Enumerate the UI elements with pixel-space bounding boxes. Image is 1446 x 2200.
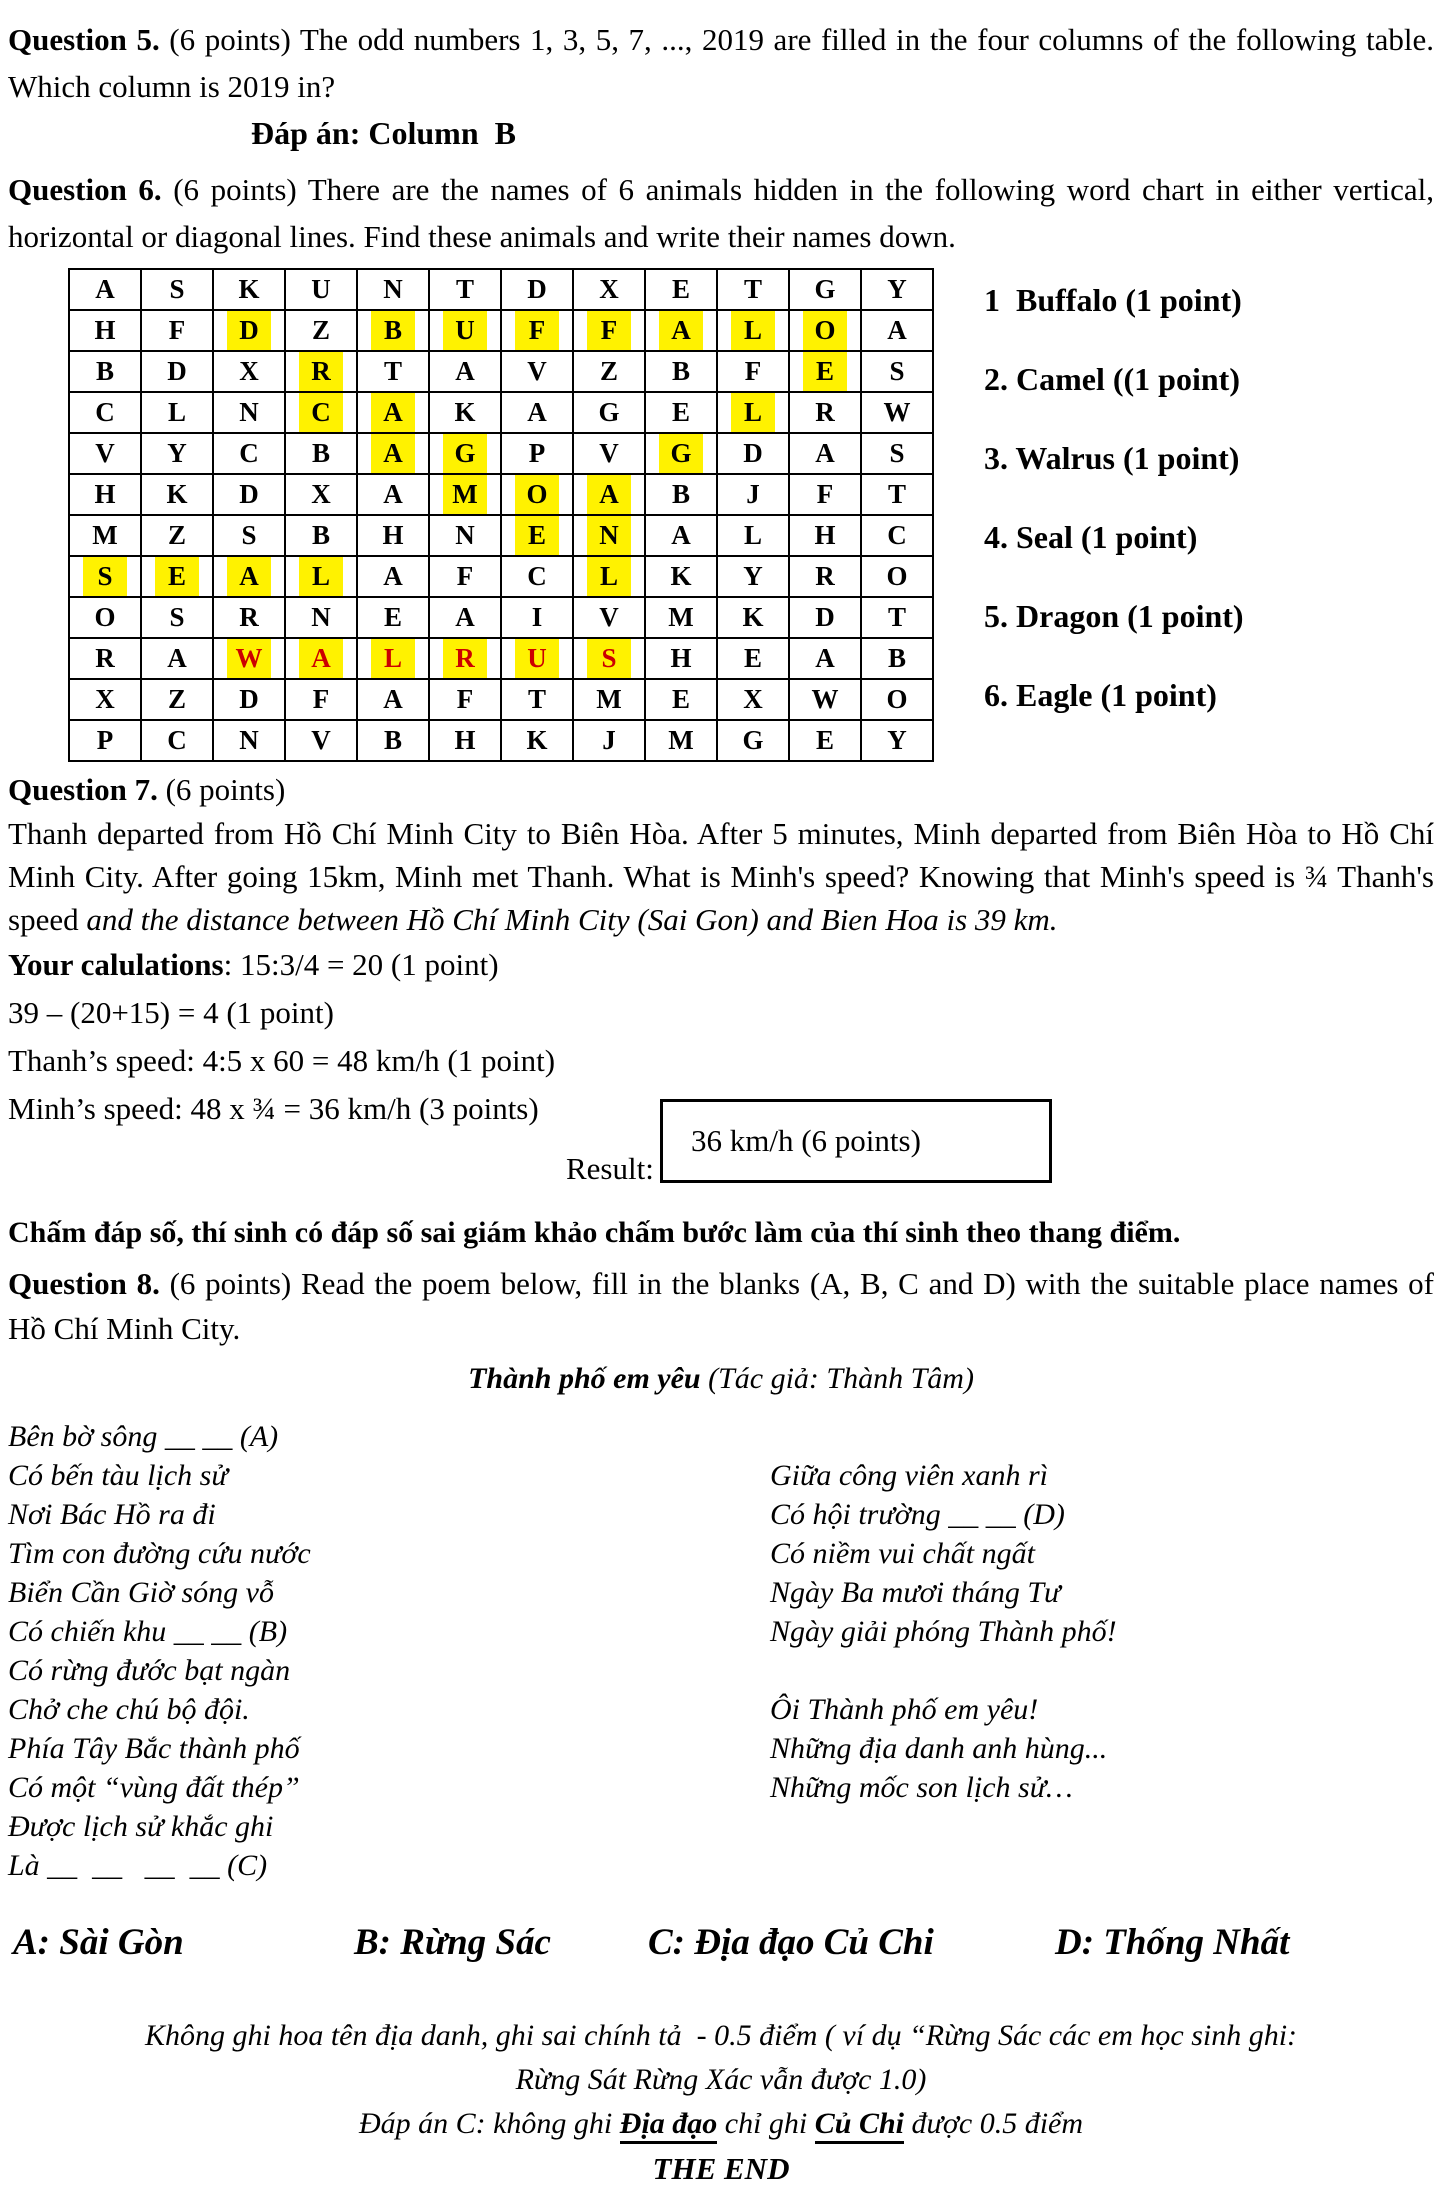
grid-row	[69, 474, 933, 515]
question5-paragraph	[8, 16, 1434, 110]
question5-answer: Đáp án: Column B	[251, 115, 516, 151]
grid-cell: L	[285, 556, 357, 597]
grid-cell: A	[789, 638, 861, 679]
grid-cell: X	[69, 679, 141, 720]
grid-cell: A	[789, 433, 861, 474]
poem-line: Những địa danh anh hùng...	[770, 1732, 1108, 1765]
poem-line: Những mốc son lịch sử…	[770, 1771, 1073, 1804]
grid-cell: E	[645, 269, 717, 310]
grid-cell: H	[645, 638, 717, 679]
grid-cell: E	[789, 351, 861, 392]
question8-label: Question 8.	[8, 1266, 160, 1301]
grid-cell: D	[213, 679, 285, 720]
poem-line: Có chiến khu __ __ (B)	[8, 1615, 288, 1648]
grid-cell: W	[861, 392, 933, 433]
grid-cell: H	[69, 310, 141, 351]
grid-cell: F	[501, 310, 573, 351]
calculation-line-3: Thanh’s speed: 4:5 x 60 = 48 km/h (1 point)	[8, 1043, 556, 1078]
grid-cell: R	[213, 597, 285, 638]
grading-note: Chấm đáp số, thí sinh có đáp số sai giám khảo chấm bước làm của thí sinh theo thang điểm.	[8, 1216, 1181, 1249]
grid-cell: L	[717, 310, 789, 351]
grid-row	[69, 269, 933, 310]
grid-cell: O	[69, 597, 141, 638]
grid-cell: M	[645, 720, 717, 761]
poem-left-column	[8, 1417, 770, 1885]
answer-item: 5. Dragon (1 point)	[984, 598, 1244, 634]
poem-line: Có bến tàu lịch sử	[8, 1459, 228, 1492]
result-label: Result:	[566, 1151, 654, 1186]
grid-cell: E	[789, 720, 861, 761]
question8-text: (6 points) Read the poem below, fill in the blanks (A, B, C and D) with the suitable place names of Hồ Chí Minh City.	[8, 1266, 1434, 1346]
calculation-line-2: 39 – (20+15) = 4 (1 point)	[8, 995, 334, 1030]
grid-cell: W	[789, 679, 861, 720]
answer-key-a: A: Sài Gòn	[13, 1922, 184, 1963]
poem-line: Có một “vùng đất thép”	[8, 1771, 300, 1804]
grid-cell: B	[645, 474, 717, 515]
footnote3-mid: chỉ ghi	[717, 2107, 815, 2140]
grid-cell: X	[573, 269, 645, 310]
grid-cell: L	[141, 392, 213, 433]
grid-cell: H	[429, 720, 501, 761]
grid-cell: O	[861, 556, 933, 597]
poem-title-author: (Tác giả: Thành Tâm)	[700, 1362, 974, 1395]
grid-cell: L	[573, 556, 645, 597]
grid-cell: Y	[861, 720, 933, 761]
grid-row	[69, 515, 933, 556]
word-search-grid	[68, 268, 934, 762]
grid-cell: R	[69, 638, 141, 679]
grid-cell: N	[429, 515, 501, 556]
question6-text: (6 points) There are the names of 6 animals hidden in the following word chart in either vertical, horizontal or diagonal lines. Find these animals and write their names down.	[8, 172, 1434, 254]
grid-cell: C	[861, 515, 933, 556]
poem-line: Có niềm vui chất ngất	[770, 1537, 1035, 1570]
grid-cell: T	[861, 474, 933, 515]
question7-body	[8, 812, 1434, 941]
answer-item: 2. Camel ((1 point)	[984, 361, 1240, 397]
grid-cell: Z	[141, 679, 213, 720]
grid-cell: E	[645, 392, 717, 433]
grid-row	[69, 679, 933, 720]
grid-cell: Z	[141, 515, 213, 556]
answer-item: 3. Walrus (1 point)	[984, 440, 1240, 476]
question7-label: Question 7.	[8, 772, 158, 807]
grid-cell: B	[69, 351, 141, 392]
grid-cell: S	[861, 433, 933, 474]
result-value: 36 km/h (6 points)	[691, 1123, 921, 1158]
grid-cell: F	[285, 679, 357, 720]
poem-line: Ôi Thành phố em yêu!	[770, 1693, 1039, 1726]
question6-answer-list	[984, 268, 1244, 758]
poem-title	[8, 1357, 1434, 1401]
poem-line: Phía Tây Bắc thành phố	[8, 1732, 300, 1765]
answer-key-d: D: Thống Nhất	[1055, 1922, 1290, 1963]
grid-cell: J	[573, 720, 645, 761]
grid-cell: K	[429, 392, 501, 433]
grid-cell: Z	[285, 310, 357, 351]
grid-cell: C	[69, 392, 141, 433]
grid-cell: D	[501, 269, 573, 310]
grid-cell: A	[357, 474, 429, 515]
answer-key-c: C: Địa đạo Củ Chi	[648, 1922, 934, 1963]
poem-line: Ngày giải phóng Thành phố!	[770, 1615, 1117, 1648]
grid-cell: K	[645, 556, 717, 597]
grid-cell: S	[141, 269, 213, 310]
grid-cell: V	[573, 597, 645, 638]
answer-item: 6. Eagle (1 point)	[984, 677, 1217, 713]
grid-cell: X	[717, 679, 789, 720]
poem-line: Giữa công viên xanh rì	[770, 1459, 1048, 1492]
calculation-1-text: : 15:3/4 = 20 (1 point)	[223, 947, 499, 982]
grid-row	[69, 310, 933, 351]
grid-cell: R	[429, 638, 501, 679]
grid-cell: A	[573, 474, 645, 515]
the-end: THE END	[652, 2151, 790, 2186]
grid-cell: B	[357, 720, 429, 761]
grid-cell: N	[213, 392, 285, 433]
poem-line: Có rừng đước bạt ngàn	[8, 1654, 291, 1687]
grid-cell: B	[285, 433, 357, 474]
grid-cell: D	[213, 474, 285, 515]
calculation-line-1	[8, 941, 1434, 989]
grid-cell: O	[501, 474, 573, 515]
grid-cell: K	[501, 720, 573, 761]
question7-body-text: Thanh departed from Hồ Chí Minh City to Biên Hòa. After 5 minutes, Minh departed from Biên Hòa to Hồ Chí Minh City. After going 15km, Minh met Thanh. What is Minh's speed? Knowing that Minh's speed is ¾ Thanh's speed	[8, 816, 1434, 937]
grid-cell: N	[285, 597, 357, 638]
question8-paragraph	[8, 1261, 1434, 1351]
grid-cell: G	[573, 392, 645, 433]
grid-cell: S	[573, 638, 645, 679]
question7-points: (6 points)	[157, 772, 286, 807]
grid-cell: R	[789, 556, 861, 597]
grid-cell: U	[285, 269, 357, 310]
calculation-line-4: Minh’s speed: 48 x ¾ = 36 km/h (3 points)	[8, 1091, 539, 1126]
grid-cell: A	[69, 269, 141, 310]
grid-cell: B	[645, 351, 717, 392]
poem-line: Chở che chú bộ đội.	[8, 1693, 250, 1726]
grading-footnote-2: Rừng Sát Rừng Xác vẫn được 1.0)	[515, 2063, 927, 2096]
grid-cell: H	[69, 474, 141, 515]
grid-cell: M	[69, 515, 141, 556]
grid-row	[69, 433, 933, 474]
grid-cell: E	[501, 515, 573, 556]
grid-cell: I	[501, 597, 573, 638]
grid-cell: T	[429, 269, 501, 310]
grid-cell: D	[789, 597, 861, 638]
grid-row	[69, 597, 933, 638]
grid-cell: A	[357, 392, 429, 433]
answer-item: 1 Buffalo (1 point)	[984, 282, 1242, 318]
question7-heading	[8, 768, 1434, 812]
grid-cell: H	[789, 515, 861, 556]
poem-line: Nơi Bác Hồ ra đi	[8, 1498, 216, 1531]
question6-paragraph	[8, 166, 1434, 260]
grid-cell: T	[717, 269, 789, 310]
grid-row	[69, 638, 933, 679]
grid-cell: Y	[861, 269, 933, 310]
poem-line: Được lịch sử khắc ghi	[8, 1810, 274, 1843]
grid-cell: S	[69, 556, 141, 597]
grid-cell: Y	[141, 433, 213, 474]
grid-cell: S	[141, 597, 213, 638]
result-section	[8, 1085, 1434, 1193]
grid-cell: M	[645, 597, 717, 638]
grid-cell: X	[285, 474, 357, 515]
footnote3-underlined-cu-chi: Củ Chi	[815, 2107, 904, 2144]
grid-cell: V	[285, 720, 357, 761]
grid-cell: F	[429, 679, 501, 720]
answer-key-row	[8, 1921, 1434, 1971]
grid-cell: C	[501, 556, 573, 597]
grid-row	[69, 351, 933, 392]
footnote3-pre: Đáp án C: không ghi	[358, 2107, 620, 2140]
grid-cell: G	[717, 720, 789, 761]
grid-cell: G	[789, 269, 861, 310]
grid-cell: L	[717, 515, 789, 556]
poem-line: Biển Cần Giờ sóng vỗ	[8, 1576, 274, 1609]
grading-footnote-1: Không ghi hoa tên địa danh, ghi sai chính tả - 0.5 điểm ( ví dụ “Rừng Sác các em học sinh ghi:	[144, 2019, 1298, 2052]
grid-row	[69, 720, 933, 761]
grid-cell: A	[861, 310, 933, 351]
grid-cell: K	[717, 597, 789, 638]
answer-key-b: B: Rừng Sác	[354, 1922, 551, 1963]
grid-cell: A	[645, 515, 717, 556]
grid-cell: M	[429, 474, 501, 515]
grid-cell: V	[501, 351, 573, 392]
grid-cell: E	[141, 556, 213, 597]
grid-cell: O	[861, 679, 933, 720]
grid-cell: A	[357, 556, 429, 597]
question6-label: Question 6.	[8, 172, 162, 207]
poem-line: Tìm con đường cứu nước	[8, 1537, 311, 1570]
grid-cell: A	[285, 638, 357, 679]
grid-cell: Y	[717, 556, 789, 597]
grid-cell: M	[573, 679, 645, 720]
grid-cell: P	[69, 720, 141, 761]
poem-line: Bên bờ sông __ __ (A)	[8, 1420, 279, 1453]
poem-title-name: Thành phố em yêu	[468, 1362, 701, 1395]
grid-cell: L	[357, 638, 429, 679]
grid-cell: F	[141, 310, 213, 351]
grid-cell: A	[645, 310, 717, 351]
grid-cell: T	[861, 597, 933, 638]
grid-cell: K	[213, 269, 285, 310]
grid-cell: C	[213, 433, 285, 474]
grid-cell: F	[789, 474, 861, 515]
grid-cell: R	[285, 351, 357, 392]
grid-cell: W	[213, 638, 285, 679]
grid-cell: X	[213, 351, 285, 392]
grid-cell: O	[789, 310, 861, 351]
poem	[8, 1417, 1434, 1885]
grid-cell: S	[213, 515, 285, 556]
grid-cell: D	[141, 351, 213, 392]
grid-cell: A	[141, 638, 213, 679]
grid-cell: G	[429, 433, 501, 474]
grid-cell: E	[717, 638, 789, 679]
grid-cell: Z	[573, 351, 645, 392]
question7-body-italic: and the distance between Hồ Chí Minh City (Sai Gon) and Bien Hoa is 39 km.	[86, 902, 1058, 937]
grid-row	[69, 392, 933, 433]
grid-cell: S	[861, 351, 933, 392]
poem-line: Là __ __ __ __ (C)	[8, 1849, 268, 1882]
grading-footnote-3	[8, 2102, 1434, 2146]
result-box	[660, 1099, 1052, 1183]
grid-cell: G	[645, 433, 717, 474]
grid-cell: L	[717, 392, 789, 433]
grid-cell: N	[573, 515, 645, 556]
grid-cell: B	[861, 638, 933, 679]
grid-cell: F	[429, 556, 501, 597]
grid-cell: D	[213, 310, 285, 351]
grid-cell: T	[357, 351, 429, 392]
grid-cell: U	[429, 310, 501, 351]
grid-cell: K	[141, 474, 213, 515]
grid-cell: A	[429, 351, 501, 392]
grid-cell: T	[501, 679, 573, 720]
question6-layout	[8, 268, 1434, 762]
answer-item: 4. Seal (1 point)	[984, 519, 1198, 555]
grid-cell: A	[357, 679, 429, 720]
grid-cell: N	[357, 269, 429, 310]
grid-cell: F	[573, 310, 645, 351]
question5-label: Question 5.	[8, 22, 160, 57]
grid-cell: P	[501, 433, 573, 474]
poem-right-column	[770, 1456, 1117, 1885]
grid-cell: A	[501, 392, 573, 433]
grid-row	[69, 556, 933, 597]
poem-line: Ngày Ba mươi tháng Tư	[770, 1576, 1061, 1609]
footnote3-underlined-dia-dao: Địa đạo	[620, 2107, 718, 2144]
poem-line	[770, 1651, 1117, 1690]
grid-cell: B	[357, 310, 429, 351]
grid-cell: C	[141, 720, 213, 761]
grid-cell: D	[717, 433, 789, 474]
footnote3-post: được 0.5 điểm	[904, 2107, 1084, 2140]
grid-cell: U	[501, 638, 573, 679]
grid-cell: A	[429, 597, 501, 638]
grid-cell: J	[717, 474, 789, 515]
grid-cell: A	[213, 556, 285, 597]
grid-cell: B	[285, 515, 357, 556]
grid-cell: V	[69, 433, 141, 474]
grid-cell: N	[213, 720, 285, 761]
calculations-label: Your calulations	[8, 947, 224, 982]
grid-cell: V	[573, 433, 645, 474]
grid-cell: H	[357, 515, 429, 556]
grid-cell: C	[285, 392, 357, 433]
poem-line: Có hội trường __ __ (D)	[770, 1498, 1065, 1531]
grid-cell: E	[357, 597, 429, 638]
grid-cell: R	[789, 392, 861, 433]
grid-cell: A	[357, 433, 429, 474]
question5-text: (6 points) The odd numbers 1, 3, 5, 7, ..., 2019 are filled in the four columns of the following table. Which column is 2019 in?	[8, 22, 1435, 104]
grid-cell: E	[645, 679, 717, 720]
grid-cell: F	[717, 351, 789, 392]
